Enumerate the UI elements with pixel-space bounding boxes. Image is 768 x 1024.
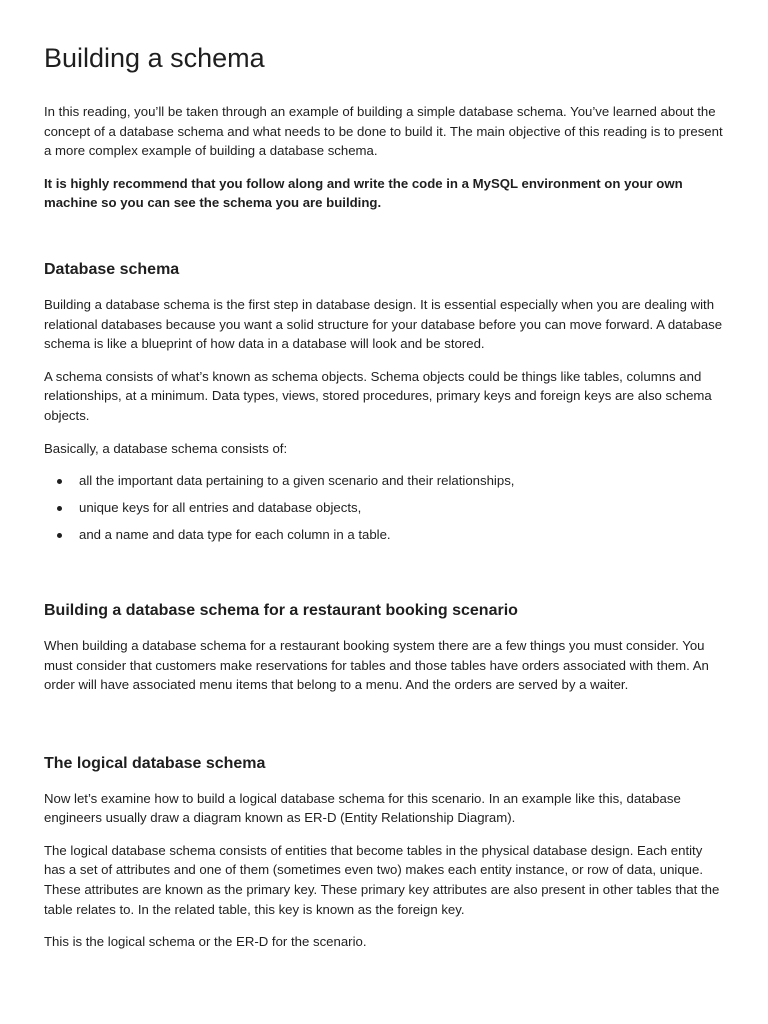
logical-paragraph-2: The logical database schema consists of entities that become tables in the physical database design. Each entity has a set of attributes and one of them (sometimes even two) makes each entity instance, or row of data, unique. These attributes are known as the primary key. These primary key attributes are also present in other tables that the table relates to. In the related table, this key is known as the foreign key. [44, 842, 720, 917]
list-item [44, 498, 726, 518]
database-schema-paragraph-3: Basically, a database schema consists of: [44, 440, 288, 456]
logical-paragraph-3: This is the logical schema or the ER-D for the scenario. [44, 934, 367, 950]
section-heading-database-schema: Database schema [44, 260, 180, 278]
page-title: Building a schema [44, 43, 265, 73]
database-schema-paragraph-1: Building a database schema is the first step in database design. It is essential especially when you are dealing with relational databases because you want a solid structure for your database before you can move forward. A database schema is like a blueprint of how data in a database will look and be stored. [44, 296, 723, 352]
recommendation-paragraph: It is highly recommend that you follow along and write the code in a MySQL environment on your own machine so you can see the schema you are building. [44, 175, 683, 211]
section-heading-logical-schema: The logical database schema [44, 754, 266, 772]
bullet-icon [57, 479, 62, 484]
list-item [44, 525, 726, 545]
list-item-text: all the important data pertaining to a given scenario and their relationships, [79, 473, 515, 489]
section-heading-restaurant-booking: Building a database schema for a restaurant booking scenario [44, 601, 518, 619]
list-item-text: unique keys for all entries and database objects, [79, 500, 362, 516]
bullet-icon [57, 506, 62, 511]
schema-contents-list [44, 471, 726, 545]
database-schema-paragraph-2: A schema consists of what’s known as schema objects. Schema objects could be things like tables, columns and relationships, at a minimum. Data types, views, stored procedures, primary keys and foreign keys are also schema objects. [44, 368, 712, 423]
restaurant-paragraph-1: When building a database schema for a restaurant booking system there are a few things you must consider. You must consider that customers make reservations for tables and those tables have orders associated with them. An order will have associated menu items that belong to a menu. And the orders are served by a waiter. [44, 637, 709, 693]
list-item-text: and a name and data type for each column in a table. [79, 527, 391, 543]
logical-paragraph-1: Now let’s examine how to build a logical database schema for this scenario. In an example like this, database engineers usually draw a diagram known as ER-D (Entity Relationship Diagram). [44, 790, 681, 826]
intro-paragraph: In this reading, you’ll be taken through an example of building a simple database schema. You’ve learned about the concept of a database schema and what needs to be done to build it. The main objective of this reading is to present a more complex example of building a database schema. [44, 104, 723, 159]
list-item [44, 471, 726, 491]
bullet-icon [57, 533, 62, 538]
